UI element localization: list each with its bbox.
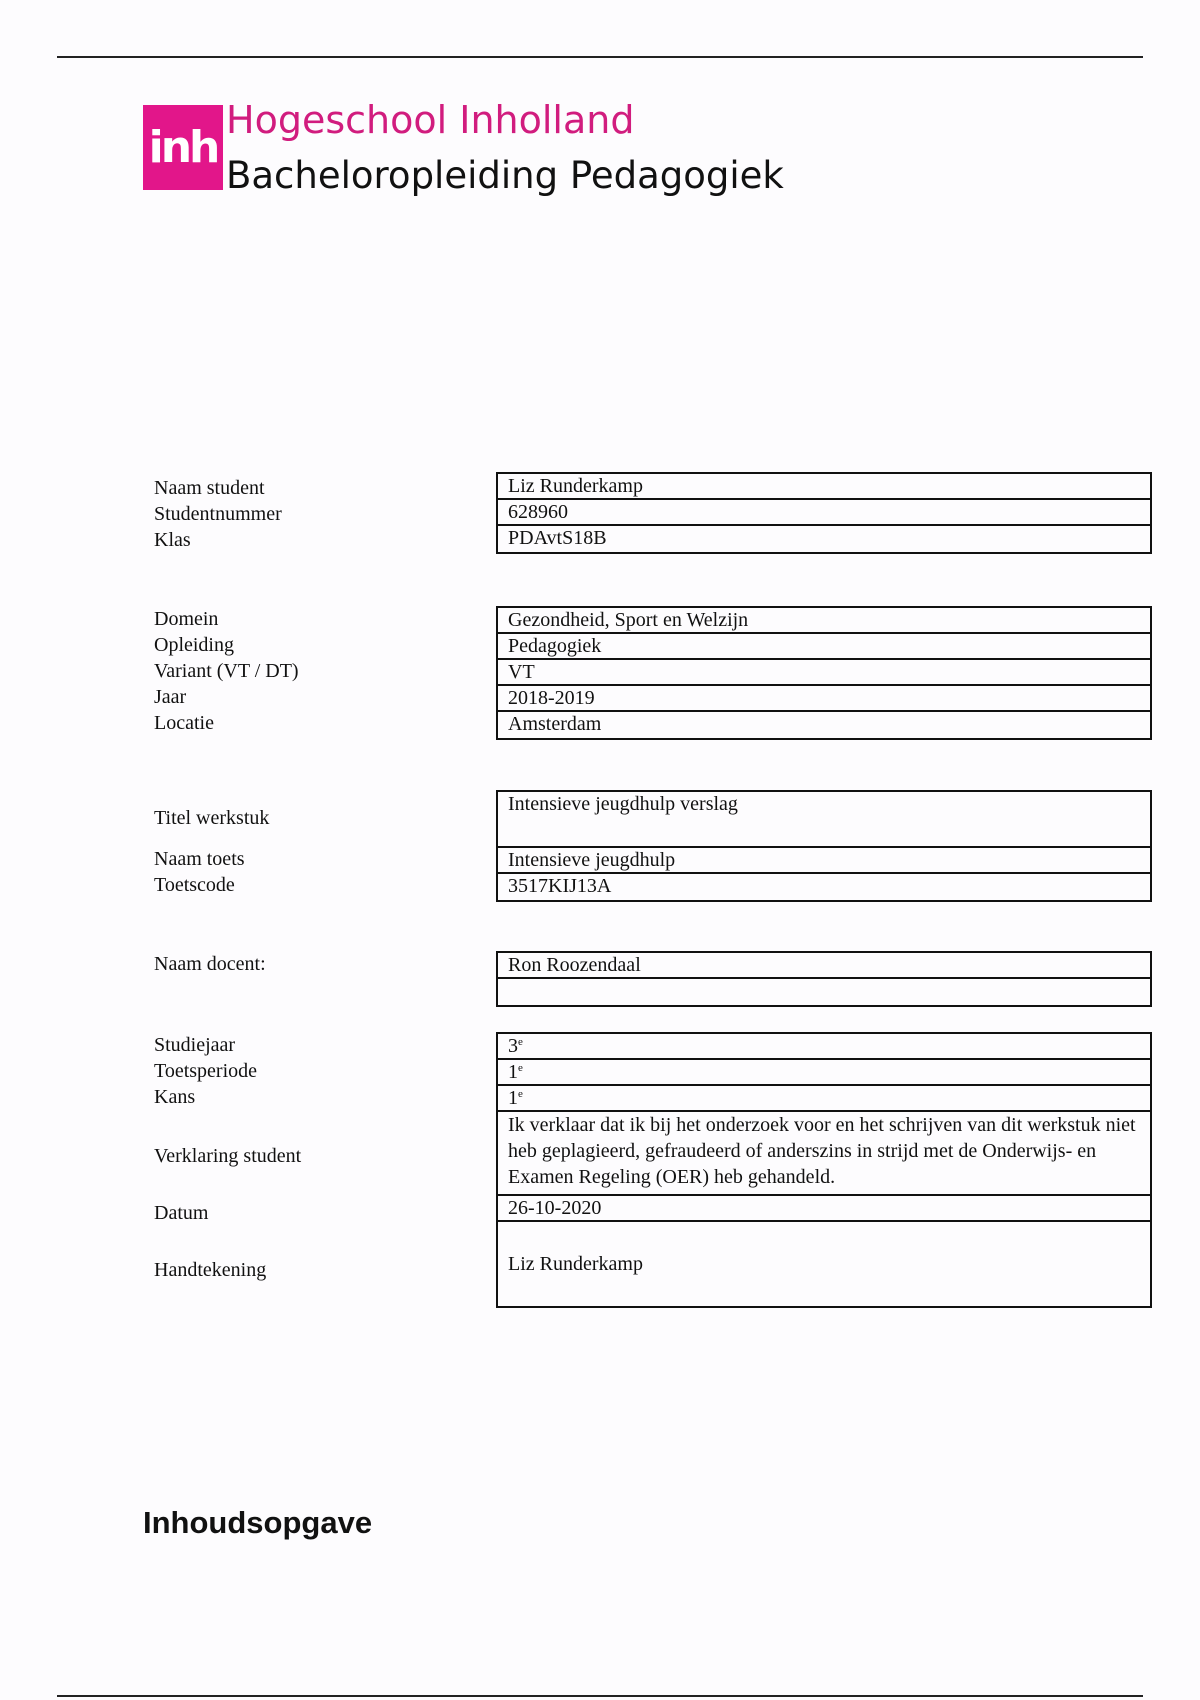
- program-name: Bacheloropleiding Pedagogiek: [226, 154, 784, 197]
- field-naam-docent: Ron Roozendaal: [498, 953, 1150, 979]
- label-jaar: Jaar: [154, 686, 187, 708]
- docent-box: [496, 951, 1152, 1007]
- toc-heading: Inhoudsopgave: [143, 1505, 373, 1540]
- werkstuk-box: [496, 790, 1152, 902]
- kans-number: 1: [508, 1087, 518, 1109]
- opleiding-box: [496, 606, 1152, 740]
- ordinal-suffix: e: [518, 1036, 523, 1048]
- field-kans: [498, 1086, 1150, 1112]
- label-toetscode: Toetscode: [154, 874, 235, 896]
- label-titel-werkstuk: Titel werkstuk: [154, 807, 270, 829]
- label-kans: Kans: [154, 1086, 196, 1108]
- field-verklaring-student: Ik verklaar dat ik bij het onderzoek voor en het schrijven van dit werkstuk niet heb geplagieerd, gefraudeerd of anderszins in strijd met de Onderwijs- en Examen Regeling (OER) heb gehandeld.: [498, 1112, 1150, 1196]
- field-jaar: 2018-2019: [498, 686, 1150, 712]
- field-toetsperiode: [498, 1060, 1150, 1086]
- field-studentnummer: 628960: [498, 500, 1150, 526]
- label-toetsperiode: Toetsperiode: [154, 1060, 258, 1082]
- label-naam-docent: Naam docent:: [154, 953, 266, 975]
- field-handtekening: Liz Runderkamp: [508, 1253, 643, 1275]
- inholland-logo: [143, 105, 223, 190]
- field-locatie: Amsterdam: [508, 713, 602, 735]
- field-toetscode: 3517KIJ13A: [508, 875, 612, 897]
- field-studiejaar: [498, 1034, 1150, 1060]
- label-verklaring-student: Verklaring student: [154, 1145, 302, 1167]
- ordinal-suffix: e: [518, 1062, 523, 1074]
- field-naam-student: Liz Runderkamp: [498, 474, 1150, 500]
- field-naam-docent-extra: [498, 979, 1150, 1005]
- studie-box: [496, 1032, 1152, 1308]
- student-box: [496, 472, 1152, 554]
- label-datum: Datum: [154, 1202, 209, 1224]
- bottom-rule: [57, 1695, 1143, 1697]
- ordinal-suffix: e: [518, 1088, 523, 1100]
- label-naam-toets: Naam toets: [154, 848, 245, 870]
- label-studiejaar: Studiejaar: [154, 1034, 236, 1056]
- field-opleiding: Pedagogiek: [498, 634, 1150, 660]
- field-datum: 26-10-2020: [498, 1196, 1150, 1222]
- studiejaar-number: 3: [508, 1035, 518, 1057]
- label-naam-student: Naam student: [154, 477, 265, 499]
- label-klas: Klas: [154, 529, 191, 551]
- label-variant: Variant (VT / DT): [154, 660, 299, 682]
- field-variant: VT: [498, 660, 1150, 686]
- field-domein: Gezondheid, Sport en Welzijn: [498, 608, 1150, 634]
- label-locatie: Locatie: [154, 712, 214, 734]
- field-klas: PDAvtS18B: [508, 527, 607, 549]
- field-titel-werkstuk: Intensieve jeugdhulp verslag: [498, 792, 1150, 848]
- field-naam-toets: Intensieve jeugdhulp: [498, 848, 1150, 874]
- school-name: Hogeschool Inholland: [226, 98, 635, 142]
- label-handtekening: Handtekening: [154, 1259, 267, 1281]
- top-rule: [57, 56, 1143, 58]
- label-domein: Domein: [154, 608, 219, 630]
- toetsperiode-number: 1: [508, 1061, 518, 1083]
- logo-text: inh: [148, 122, 218, 173]
- label-opleiding: Opleiding: [154, 634, 234, 656]
- label-studentnummer: Studentnummer: [154, 503, 282, 525]
